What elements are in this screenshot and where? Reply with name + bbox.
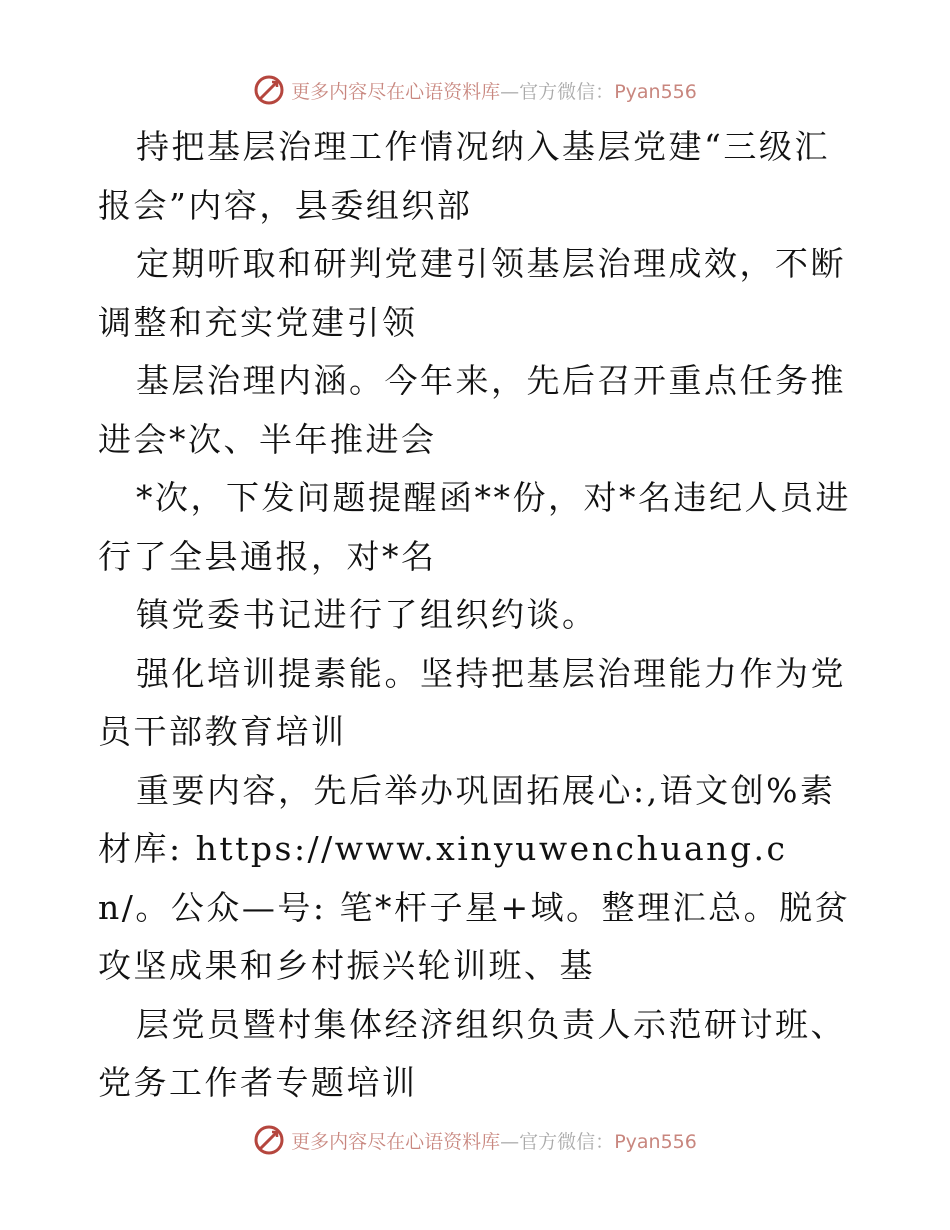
banner-subtitle: 官方微信：	[519, 1130, 615, 1153]
paragraph: 强化培训提素能。坚持把基层治理能力作为党员干部教育培训	[98, 653, 846, 751]
banner-wechat-id: Pyan556	[614, 1130, 697, 1153]
document-body	[98, 118, 858, 1113]
footer-watermark-banner	[0, 1120, 950, 1160]
paragraph: 镇党委书记进行了组织约谈。	[136, 595, 598, 634]
banner-subtitle: 官方微信：	[519, 80, 615, 103]
paragraph: 基层治理内涵。今年来，先后召开重点任务推进会*次、半年推进会	[98, 361, 846, 459]
paragraph: 持把基层治理工作情况纳入基层党建“三级汇报会”内容，县委组织部	[98, 127, 830, 225]
brand-logo-icon	[253, 74, 285, 106]
paragraph: 重要内容，先后举办巩固拓展心:,语文创%素材库: https://www.xinyuwenchuang.cn/。公众—号: 笔*杆子星+域。整理汇总。脱贫攻坚成果和乡村振兴轮训班、基	[98, 770, 851, 985]
paragraph: 定期听取和研判党建引领基层治理成效，不断调整和充实党建引领	[98, 244, 846, 342]
banner-wechat-id: Pyan556	[614, 80, 697, 103]
banner-separator: —	[500, 1130, 520, 1153]
paragraph: *次，下发问题提醒函**份，对*名违纪人员进行了全县通报，对*名	[98, 478, 851, 576]
banner-title: 更多内容尽在心语资料库	[291, 1130, 501, 1153]
banner-separator: —	[500, 80, 520, 103]
header-watermark-banner	[0, 70, 950, 110]
paragraph: 层党员暨村集体经济组织负责人示范研讨班、党务工作者专题培训	[98, 1004, 846, 1102]
brand-logo-icon	[253, 1124, 285, 1156]
banner-title: 更多内容尽在心语资料库	[291, 80, 501, 103]
